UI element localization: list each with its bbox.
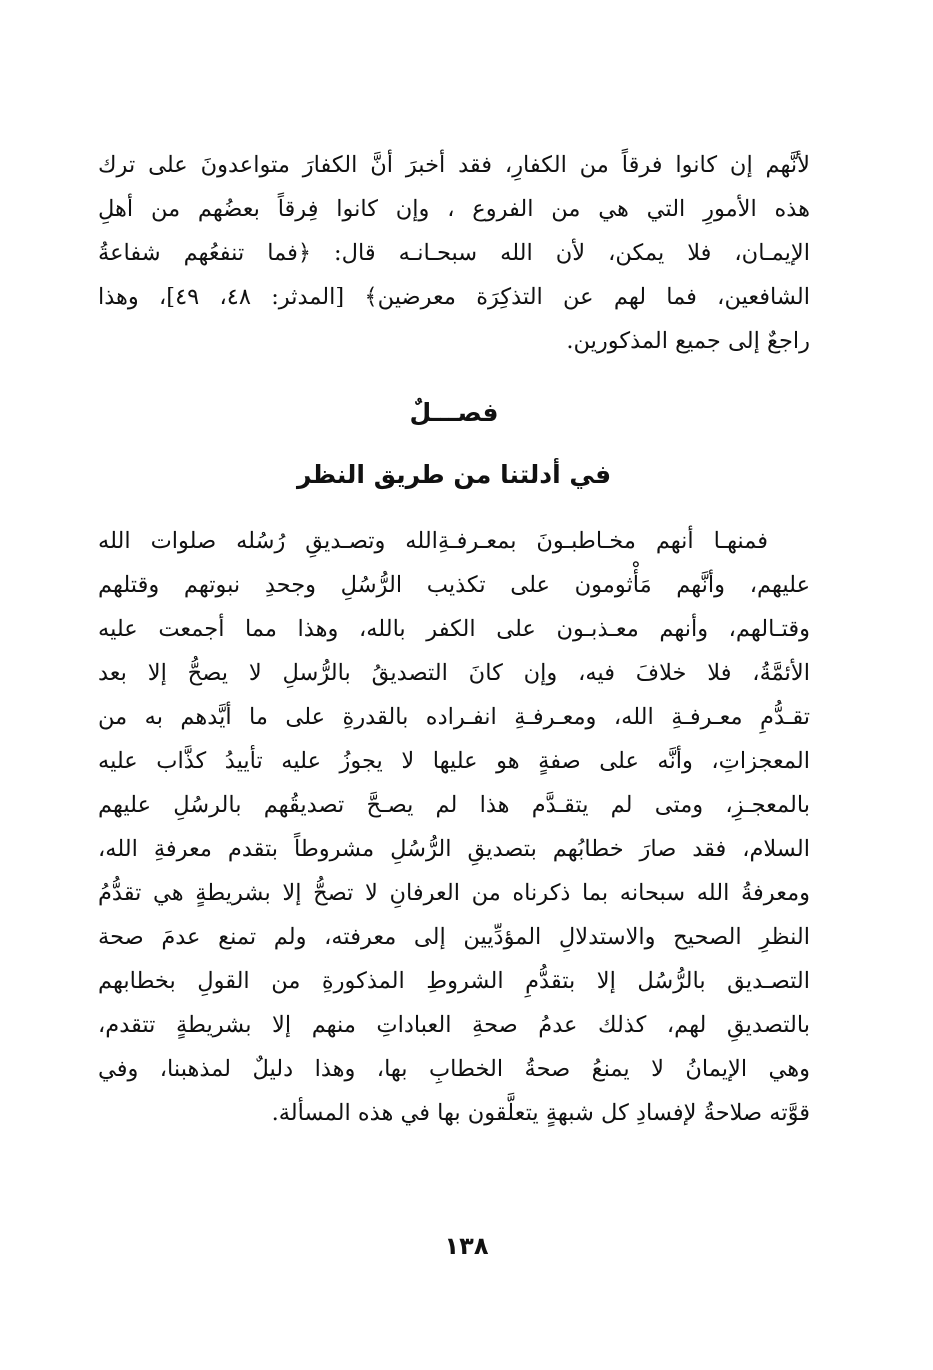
paragraph-line: الإيمـان، فلا يمكن، لأن الله سبحـانـه قال: ﴿فما تنفعُهم شفاعةُ	[98, 240, 810, 266]
paragraph-line: الشافعين، فما لهم عن التذكِرَة معرضين﴾ [المدثر: ٤٨، ٤٩]، وهذا	[98, 284, 811, 310]
page-number: ١٣٨	[444, 1232, 489, 1260]
paragraph-line: التصـديق بالرُّسُل إلا بتقدُّمِ الشروطِ المذكورةِ من القولِ بخطابهم	[98, 968, 810, 994]
paragraph-line: ومعرفةُ الله سبحانه بما ذكرناه من العرفانِ لا تصحُّ إلا بشريطةٍ هي تقدُّمُ	[98, 880, 810, 906]
paragraph-line: فمنهـا أنهم مخـاطبـونَ بمعـرفـةِالله وتصـديقِ رُسُله صلوات الله	[98, 528, 768, 554]
paragraph-line: المعجزاتِ، وأنَّه على صفةٍ هو عليها لا يجوزُ عليه تأييدُ كذَّاب عليه	[98, 748, 810, 774]
main-paragraph	[98, 519, 810, 1135]
paragraph-line: النظرِ الصحيح والاستدلالِ المؤدِّيين إلى معرفته، ولم تمنع عدمَ صحة	[98, 924, 810, 950]
section-title: فصـــلٌ	[409, 398, 499, 427]
paragraph-line: تقـدُّمِ معـرفـةِ الله، ومعـرفـةِ انفـراده بالقدرةِ على ما أيَّدهم به من	[98, 704, 810, 730]
paragraph-line: لأنَّهم إن كانوا فرقاً من الكفارِ، فقد أخبرَ أنَّ الكفارَ متواعدونَ على ترك	[98, 152, 810, 178]
paragraph-line: قوَّته صلاحةُ لإفسادِ كل شبهةٍ يتعلَّقون بها في هذه المسألة.	[271, 1100, 810, 1126]
paragraph-line: بالتصديقِ لهم، كذلك عدمُ صحةِ العباداتِ منهم إلا بشريطةٍ تتقدم،	[98, 1012, 810, 1038]
paragraph-line: راجعٌ إلى جميع المذكورين.	[566, 328, 810, 354]
section-subtitle: في أدلتنا من طريق النظر	[296, 460, 612, 489]
paragraph-line: الأئمَّةُ، فلا خلافَ فيه، وإن كانَ التصديقُ بالرُّسلِ لا يصحُّ إلا بعد	[98, 660, 810, 686]
top-paragraph	[98, 143, 810, 363]
paragraph-line: وقتـالهم، وأنهم معـذبـون على الكفر بالله، وهذا مما أجمعت عليه	[98, 616, 810, 642]
paragraph-line: بالمعجـزِ، ومتى لم يتقـدَّم هذا لم يصـحَّ تصديقُهم بالرسُلِ عليهم	[98, 792, 810, 818]
paragraph-line: هذه الأمورِ التي هي من الفروع ، وإن كانوا فِرقاً بعضُهم من أهلِ	[98, 196, 810, 222]
paragraph-line: السلام، فقد صارَ خطابُهم بتصديقِ الرُّسُلِ مشروطاً بتقدم معرفةِ الله،	[98, 836, 810, 862]
paragraph-line: وهي الإيمانُ لا يمنعُ صحةُ الخطابِ بها، وهذا دليلٌ لمذهبنا، وفي	[98, 1056, 810, 1082]
paragraph-line: عليهم، وأنَّهم مَأْثومون على تكذيب الرُّسُلِ وجحدِ نبوتهم وقتلهم	[98, 572, 810, 598]
